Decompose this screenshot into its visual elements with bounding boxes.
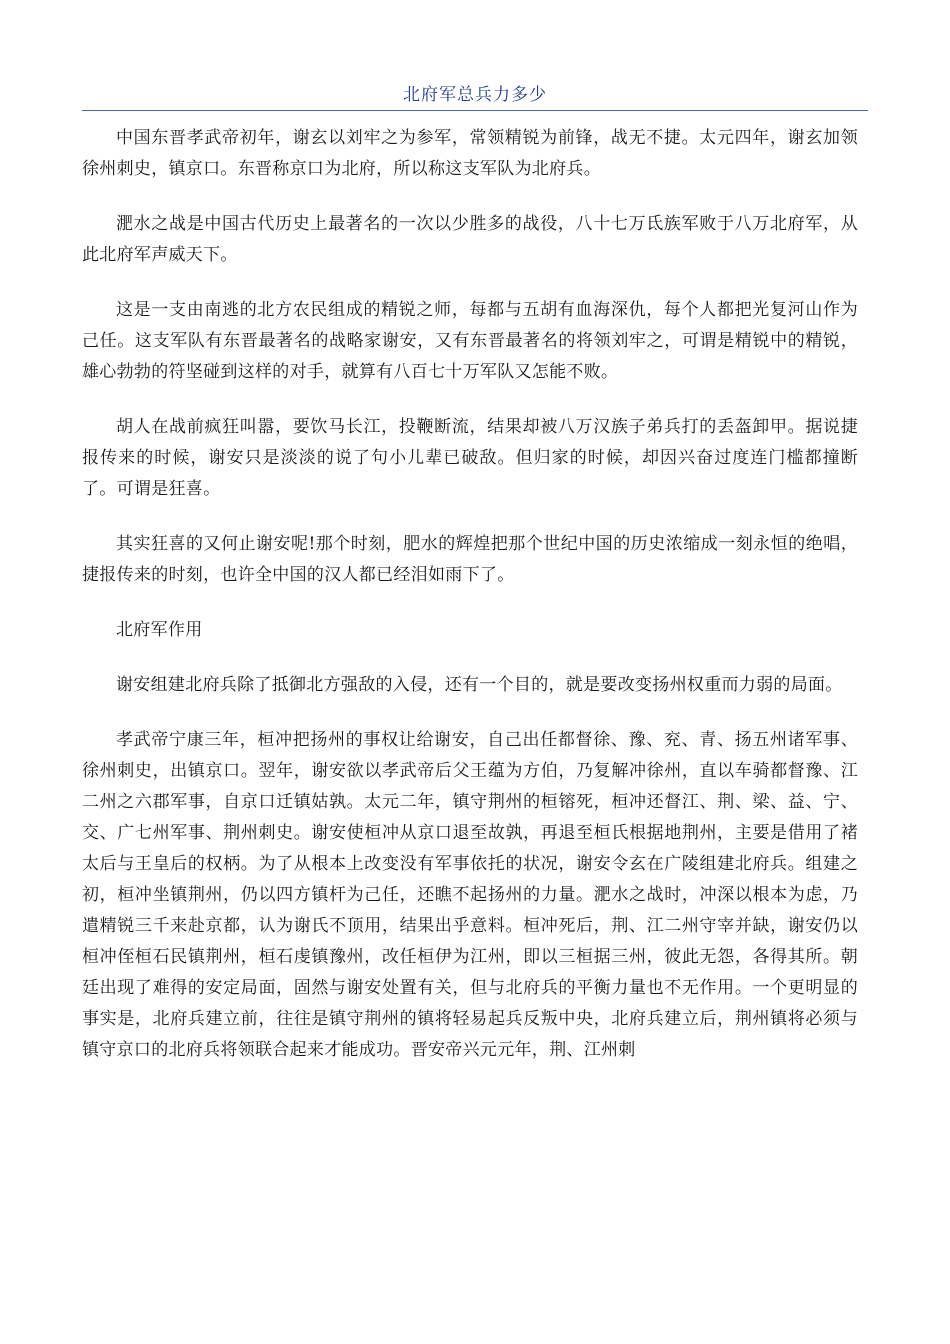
paragraph-4: 胡人在战前疯狂叫嚣，要饮马长江，投鞭断流，结果却被八万汉族子弟兵打的丢盔卸甲。据说捷报传来的时候，谢安只是淡淡的说了句小儿辈已破敌。但归家的时候，却因兴奋过度连门槛都撞断了。可谓是狂喜。 [82, 417, 858, 499]
paragraph-5: 其实狂喜的又何止谢安呢!那个时刻，肥水的辉煌把那个世纪中国的历史浓缩成一刻永恒的绝唱，捷报传来的时刻，也许全中国的汉人都已经泪如雨下了。 [82, 534, 858, 585]
paragraph-3: 这是一支由南逃的北方农民组成的精锐之师，每都与五胡有血海深仇，每个人都把光复河山作为己任。这支军队有东晋最著名的战略家谢安，又有东晋最著名的将领刘牢之，可谓是精锐中的精锐，雄心勃勃的符坚碰到这样的对手，就算有八百七十万军队又怎能不败。 [82, 300, 858, 382]
section-heading: 北府军作用 [116, 620, 203, 640]
paragraph-2: 淝水之战是中国古代历史上最著名的一次以少胜多的战役，八十七万氐族军败于八万北府军，从此北府军声威天下。 [82, 214, 858, 265]
document-title: 北府军总兵力多少 [403, 85, 547, 105]
paragraph-1: 中国东晋孝武帝初年，谢玄以刘牢之为参军，常领精锐为前锋，战无不捷。太元四年，谢玄加领徐州刺史，镇京口。东晋称京口为北府，所以称这支军队为北府兵。 [82, 128, 858, 179]
document-body [82, 123, 858, 1090]
paragraph-7: 孝武帝宁康三年，桓冲把扬州的事权让给谢安，自己出任都督徐、豫、兖、青、扬五州诸军事、徐州刺史，出镇京口。翌年，谢安欲以孝武帝后父王蕴为方伯，乃复解冲徐州，直以车骑都督豫、江二州之六郡军事，自京口迁镇姑孰。太元二年，镇守荆州的桓镕死，桓冲还督江、荆、梁、益、宁、交、广七州军事、荆州刺史。谢安使桓冲从京口退至故孰，再退至桓氏根据地荆州，主要是借用了褚太后与王皇后的权柄。为了从根本上改变没有军事依托的状况，谢安令玄在广陵组建北府兵。组建之初，桓冲坐镇荆州，仍以四方镇杆为己任，还瞧不起扬州的力量。淝水之战时，冲深以根本为虑，乃遣精锐三千来赴京都，认为谢氏不顶用，结果出乎意料。桓冲死后，荆、江二州守宰并缺，谢安仍以桓冲侄桓石民镇荆州，桓石虔镇豫州，改任桓伊为江州，即以三桓据三州，彼此无怨，各得其所。朝廷出现了难得的安定局面，固然与谢安处置有关，但与北府兵的平衡力量也不无作用。一个更明显的事实是，北府兵建立前，往往是镇守荆州的镇将轻易起兵反叛中央，北府兵建立后，荆州镇将必须与镇守京口的北府兵将领联合起来才能成功。晋安帝兴元元年，荆、江州刺 [82, 730, 858, 1060]
paragraph-6: 谢安组建北府兵除了抵御北方强敌的入侵，还有一个目的，就是要改变扬州权重而力弱的局面。 [116, 675, 843, 695]
document-header [82, 78, 868, 111]
